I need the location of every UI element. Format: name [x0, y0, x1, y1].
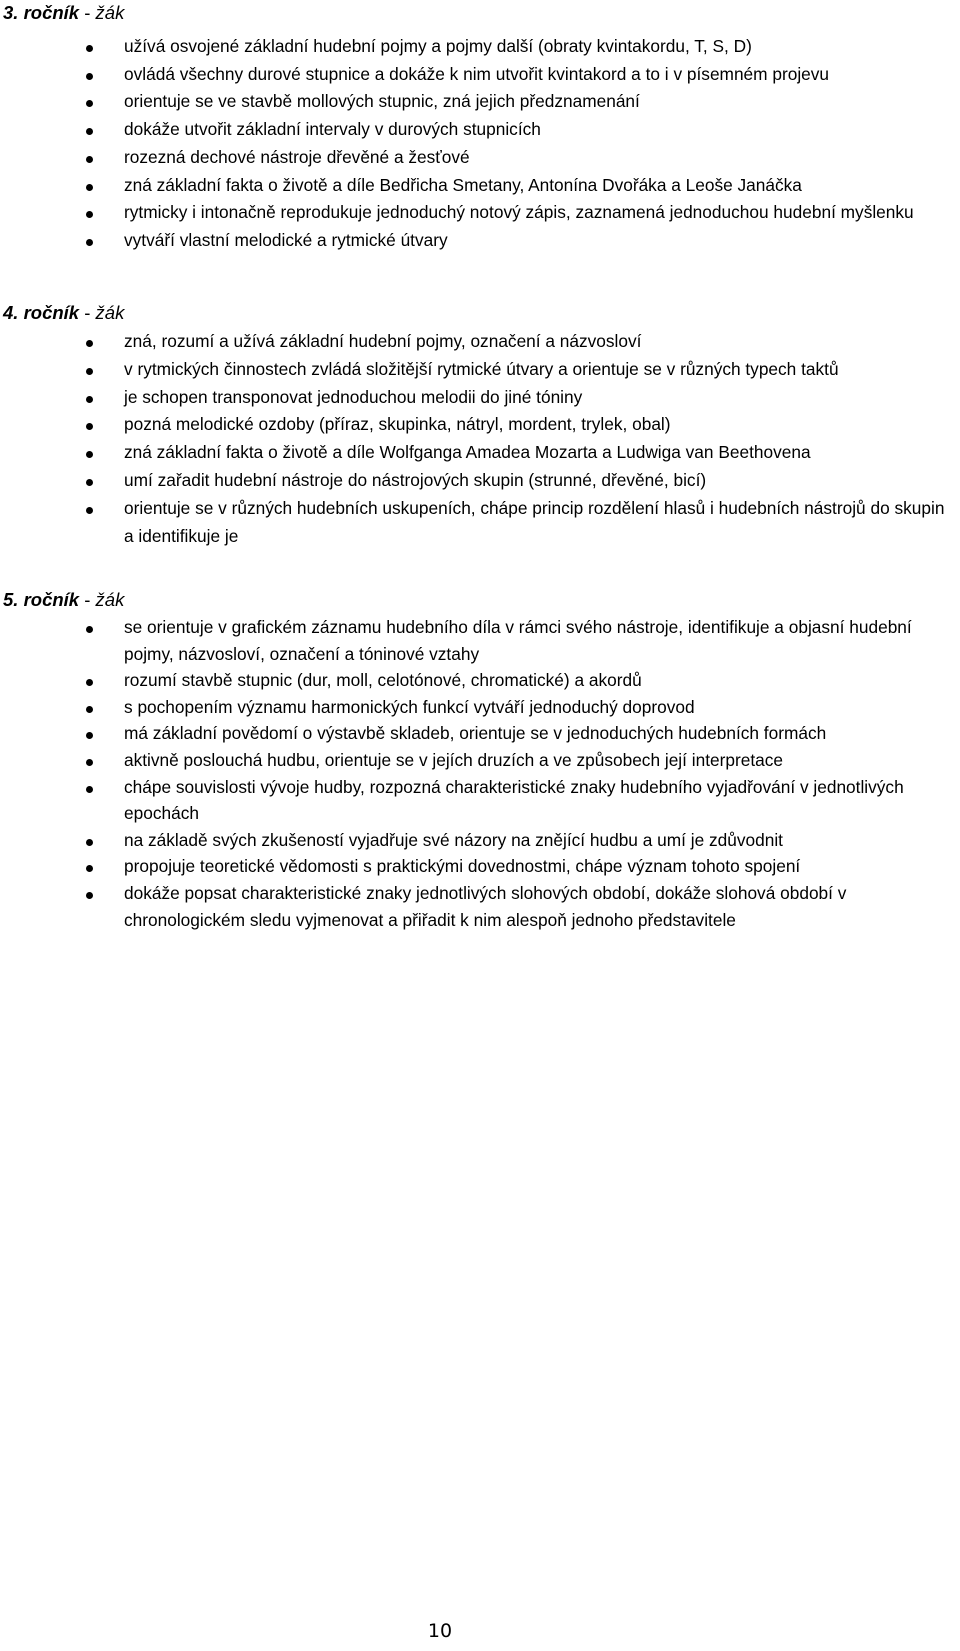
list-item	[124, 144, 924, 172]
bullet-icon	[86, 239, 93, 246]
bullet-icon	[86, 839, 93, 846]
list-item-text: v rytmických činnostech zvládá složitější rytmické útvary a orientuje se v různých typech taktů	[124, 358, 839, 379]
bullet-icon	[86, 451, 93, 458]
list-item-text: dokáže popsat charakteristické znaky jednotlivých slohových období, dokáže slohová období v chronologickém sledu vyjmenovat a přiřadit k nim alespoň jednoho představitele	[124, 882, 847, 930]
bullet-icon	[86, 73, 93, 80]
bullet-icon	[86, 626, 93, 633]
list-item-text: na základě svých zkušeností vyjadřuje své názory na znějící hudbu a umí je zdůvodnit	[124, 829, 783, 850]
bullet-icon	[86, 211, 93, 218]
grade-label: 5. ročník	[3, 589, 80, 610]
list-item-text: orientuje se ve stavbě mollových stupnic, zná jejich předznamenání	[124, 91, 640, 112]
bullet-icon	[86, 156, 93, 163]
bullet-icon	[86, 368, 93, 375]
list-item	[124, 880, 924, 933]
list-item-text: zná, rozumí a užívá základní hudební pojmy, označení a názvosloví	[124, 331, 642, 351]
list-item-text: chápe souvislosti vývoje hudby, rozpozná charakteristické znaky hudebního vyjadřování v jednotlivých epochách	[124, 776, 904, 824]
heading-separator: -	[79, 589, 96, 610]
list-item-text: ovládá všechny durové stupnice a dokáže k nim utvořit kvintakord a to i v písemném projevu	[124, 63, 830, 84]
role-label: žák	[95, 589, 125, 610]
bullet-icon	[86, 786, 93, 793]
list-item-text: se orientuje v grafickém záznamu hudebního díla v rámci svého nástroje, identifikuje a objasní hudební pojmy, názvosloví, označení a tóninové vztahy	[124, 617, 912, 664]
list-item	[124, 411, 954, 439]
grade-label: 4. ročník	[3, 302, 80, 323]
list-item	[124, 720, 924, 747]
bullet-icon	[86, 679, 93, 686]
list-item	[124, 61, 924, 89]
bullet-icon	[86, 128, 93, 135]
bullet-icon	[86, 100, 93, 107]
list-item-text: dokáže utvořit základní intervaly v durových stupnicích	[124, 119, 541, 140]
list-item-text: vytváří vlastní melodické a rytmické útvary	[124, 229, 448, 250]
list-item	[124, 827, 924, 854]
list-item	[124, 667, 924, 694]
bullet-icon	[86, 865, 93, 872]
list-item-text: má základní povědomí o výstavbě skladeb, orientuje se v jednoduchých hudebních formách	[124, 723, 827, 744]
outcome-list	[124, 33, 924, 255]
list-item-text: užívá osvojené základní hudební pojmy a pojmy další (obraty kvintakordu, T, S, D)	[124, 36, 752, 56]
bullet-icon	[86, 396, 93, 403]
bullet-icon	[86, 479, 93, 486]
bullet-icon	[86, 45, 93, 52]
list-item-text: zná základní fakta o životě a díle Bedřicha Smetany, Antonína Dvořáka a Leoše Janáčka	[124, 174, 802, 195]
bullet-icon	[86, 706, 93, 713]
list-item-text: s pochopením významu harmonických funkcí vytváří jednoduchý doprovod	[124, 696, 695, 717]
list-item	[124, 614, 924, 667]
bullet-icon	[86, 892, 93, 899]
bullet-icon	[86, 340, 93, 347]
heading-separator: -	[79, 302, 96, 323]
bullet-icon	[86, 184, 93, 191]
list-item-text: rozezná dechové nástroje dřevěné a žesťové	[124, 146, 470, 167]
list-item	[124, 33, 924, 61]
list-item	[124, 227, 924, 255]
role-label: žák	[95, 2, 125, 23]
list-item-text: je schopen transponovat jednoduchou melodii do jiné tóniny	[124, 386, 583, 407]
list-item	[124, 172, 924, 200]
list-item-text: rozumí stavbě stupnic (dur, moll, celotónové, chromatické) a akordů	[124, 670, 642, 691]
list-item-text: propojuje teoretické vědomosti s praktickými dovednostmi, chápe význam tohoto spojení	[124, 856, 801, 877]
list-item-text: umí zařadit hudební nástroje do nástrojových skupin (strunné, dřevěné, bicí)	[124, 469, 707, 490]
list-item	[124, 747, 924, 774]
list-item	[124, 694, 924, 721]
list-item-text: zná základní fakta o životě a díle Wolfganga Amadea Mozarta a Ludwiga van Beethovena	[124, 442, 811, 463]
outcome-list	[124, 614, 924, 933]
page-number: 10	[427, 1620, 453, 1642]
list-item-text: pozná melodické ozdoby (příraz, skupinka, nátryl, mordent, trylek, obal)	[124, 414, 671, 435]
list-item-text: orientuje se v různých hudebních uskupeních, chápe princip rozdělení hlasů i hudebních nástrojů do skupin a identifikuje je	[124, 497, 945, 546]
grade-label: 3. ročník	[3, 2, 80, 23]
heading-separator: -	[79, 2, 96, 23]
bullet-icon	[86, 423, 93, 430]
bullet-icon	[86, 759, 93, 766]
section-heading	[3, 589, 124, 611]
list-item	[124, 384, 954, 412]
list-item	[124, 439, 954, 467]
list-item	[124, 328, 954, 356]
role-label: žák	[95, 302, 125, 323]
list-item	[124, 467, 954, 495]
bullet-icon	[86, 732, 93, 739]
list-item-text: aktivně poslouchá hudbu, orientuje se v jejích druzích a ve způsobech její interpretace	[124, 749, 784, 770]
list-item	[124, 774, 924, 827]
list-item	[124, 88, 924, 116]
list-item	[124, 199, 924, 227]
section-heading	[3, 2, 124, 24]
list-item	[124, 116, 924, 144]
bullet-icon	[86, 507, 93, 514]
list-item	[124, 356, 954, 384]
list-item-text: rytmicky i intonačně reprodukuje jednoduchý notový zápis, zaznamená jednoduchou hudební myšlenku	[124, 202, 914, 223]
outcome-list	[124, 328, 954, 550]
list-item	[124, 853, 924, 880]
list-item	[124, 495, 954, 551]
section-heading	[3, 302, 124, 324]
